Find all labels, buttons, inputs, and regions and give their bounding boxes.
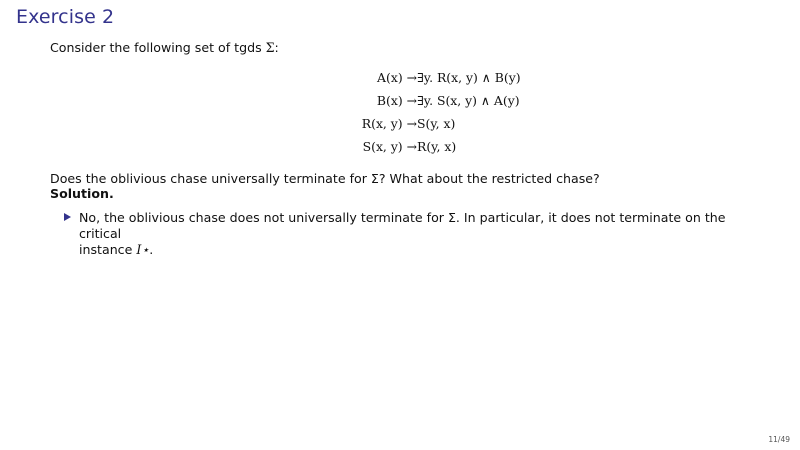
page-number: 11/49 [768,435,790,444]
tgd-lhs: R(x, y) → [361,116,417,131]
solution-label: Solution. [50,186,114,201]
tgd-list [312,70,572,162]
tgd-rhs: ∃y. S(x, y) ∧ A(y) [417,93,520,108]
tgd-row [312,93,572,116]
tgd-rhs: R(y, x) [417,139,457,154]
solution-bullet [64,210,734,258]
tgd-rhs: S(y, x) [417,116,456,131]
bullet-line-2: instance I⋆. [79,242,154,257]
slide-content [50,40,750,257]
triangle-bullet-icon [64,213,71,221]
bullet-line-1: No, the oblivious chase does not universally terminate for Σ. In particular, it does not terminate on the critical [79,210,726,241]
tgd-rhs: ∃y. R(x, y) ∧ B(y) [417,70,521,85]
tgd-row [312,116,572,139]
intro-colon: : [274,40,279,55]
frame-title: Exercise 2 [16,6,115,28]
question-text: Does the oblivious chase universally terminate for Σ? What about the restricted chase? [50,171,600,186]
sigma-symbol: Σ [265,40,275,55]
critical-instance-symbol: I⋆ [136,242,150,257]
intro-text: Consider the following set of tgds [50,40,266,55]
intro-paragraph [50,40,750,56]
tgd-lhs: S(x, y) → [362,139,417,154]
tgd-lhs: B(x) → [376,93,417,108]
tgd-row [312,70,572,93]
bullet-text [79,210,734,258]
tgd-row [312,139,572,162]
tgd-lhs: A(x) → [377,70,417,85]
